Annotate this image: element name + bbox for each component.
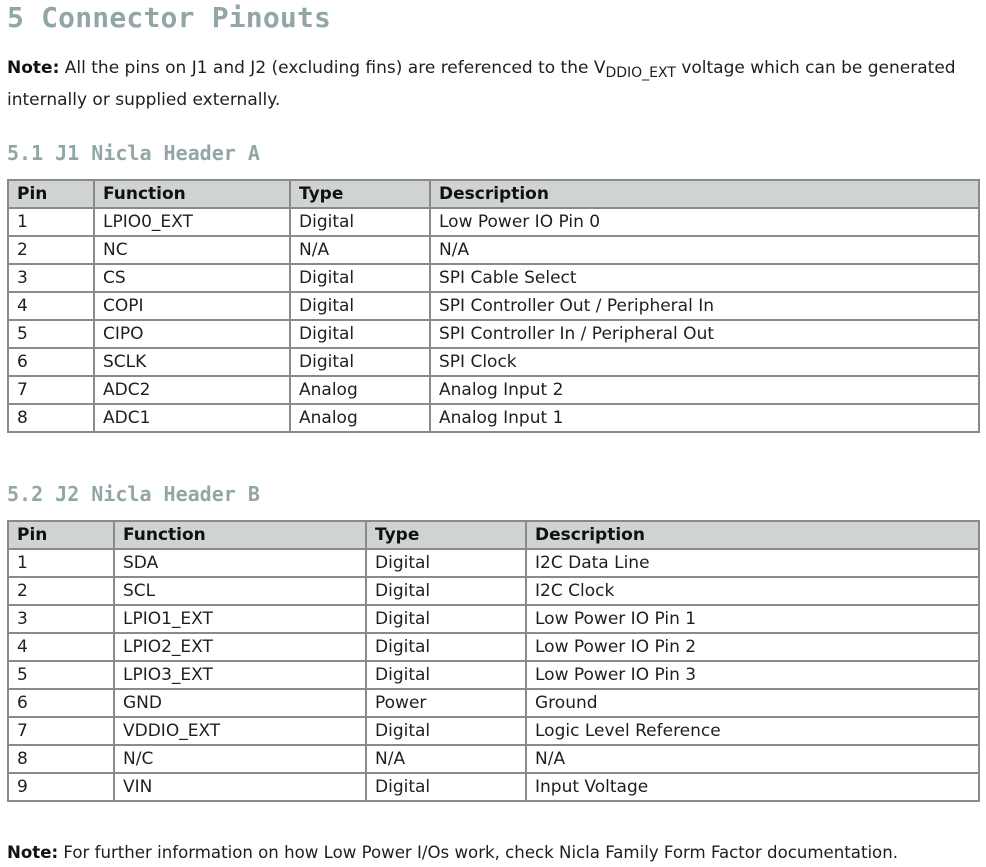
function-cell: NC: [94, 236, 290, 264]
note-top-subscript: DDIO_EXT: [605, 65, 676, 81]
type-cell: Digital: [366, 577, 526, 605]
pin-cell: 1: [8, 549, 114, 577]
table-row: [8, 320, 979, 348]
pin-cell: 3: [8, 605, 114, 633]
j1-header-description: Description: [430, 180, 979, 208]
pin-cell: 2: [8, 236, 94, 264]
type-cell: Analog: [290, 376, 430, 404]
pin-cell: 8: [8, 404, 94, 432]
pin-cell: 3: [8, 264, 94, 292]
type-cell: Digital: [290, 348, 430, 376]
description-cell: N/A: [526, 745, 979, 773]
table-row: [8, 745, 979, 773]
type-cell: Power: [366, 689, 526, 717]
table-row: [8, 773, 979, 801]
table-row: [8, 208, 979, 236]
function-cell: SCL: [114, 577, 366, 605]
note-bottom-text: For further information on how Low Power I/Os work, check Nicla Family Form Factor documentation.: [58, 843, 899, 862]
description-cell: Analog Input 2: [430, 376, 979, 404]
type-cell: Digital: [290, 320, 430, 348]
description-cell: Logic Level Reference: [526, 717, 979, 745]
table-row: [8, 717, 979, 745]
type-cell: N/A: [366, 745, 526, 773]
description-cell: SPI Controller Out / Peripheral In: [430, 292, 979, 320]
description-cell: SPI Cable Select: [430, 264, 979, 292]
description-cell: I2C Data Line: [526, 549, 979, 577]
function-cell: CS: [94, 264, 290, 292]
note-bottom: [7, 839, 982, 867]
j2-header-pin: Pin: [8, 521, 114, 549]
j2-header-row: [8, 521, 979, 549]
table-row: [8, 404, 979, 432]
function-cell: LPIO0_EXT: [94, 208, 290, 236]
pin-cell: 2: [8, 577, 114, 605]
j2-section-title: 5.2 J2 Nicla Header B: [7, 482, 260, 506]
table-row: [8, 376, 979, 404]
table-row: [8, 577, 979, 605]
description-cell: Low Power IO Pin 2: [526, 633, 979, 661]
j1-section-title: 5.1 J1 Nicla Header A: [7, 141, 260, 165]
pin-cell: 4: [8, 633, 114, 661]
pin-cell: 6: [8, 689, 114, 717]
pin-cell: 6: [8, 348, 94, 376]
type-cell: Digital: [366, 633, 526, 661]
pin-cell: 8: [8, 745, 114, 773]
description-cell: Input Voltage: [526, 773, 979, 801]
table-row: [8, 348, 979, 376]
table-row: [8, 661, 979, 689]
type-cell: Digital: [366, 605, 526, 633]
function-cell: SCLK: [94, 348, 290, 376]
type-cell: Digital: [366, 549, 526, 577]
table-row: [8, 633, 979, 661]
description-cell: Low Power IO Pin 3: [526, 661, 979, 689]
description-cell: I2C Clock: [526, 577, 979, 605]
function-cell: LPIO2_EXT: [114, 633, 366, 661]
function-cell: SDA: [114, 549, 366, 577]
note-top-label: Note:: [7, 58, 60, 78]
function-cell: VIN: [114, 773, 366, 801]
type-cell: Digital: [366, 717, 526, 745]
j1-pinout-table: [7, 179, 980, 433]
note-top-text-before: All the pins on J1 and J2 (excluding fins) are referenced to the V: [59, 58, 606, 78]
type-cell: N/A: [290, 236, 430, 264]
j2-header-description: Description: [526, 521, 979, 549]
j2-header-type: Type: [366, 521, 526, 549]
function-cell: N/C: [114, 745, 366, 773]
j1-header-type: Type: [290, 180, 430, 208]
description-cell: SPI Controller In / Peripheral Out: [430, 320, 979, 348]
function-cell: LPIO3_EXT: [114, 661, 366, 689]
table-row: [8, 292, 979, 320]
function-cell: VDDIO_EXT: [114, 717, 366, 745]
j2-pinout-table: [7, 520, 980, 802]
description-cell: N/A: [430, 236, 979, 264]
description-cell: SPI Clock: [430, 348, 979, 376]
table-row: [8, 264, 979, 292]
j2-header-function: Function: [114, 521, 366, 549]
type-cell: Analog: [290, 404, 430, 432]
note-bottom-label: Note:: [7, 843, 59, 862]
j1-header-function: Function: [94, 180, 290, 208]
type-cell: Digital: [290, 264, 430, 292]
j1-header-row: [8, 180, 979, 208]
pin-cell: 4: [8, 292, 94, 320]
pin-cell: 7: [8, 376, 94, 404]
pin-cell: 1: [8, 208, 94, 236]
table-row: [8, 236, 979, 264]
function-cell: LPIO1_EXT: [114, 605, 366, 633]
pin-cell: 7: [8, 717, 114, 745]
table-row: [8, 549, 979, 577]
description-cell: Ground: [526, 689, 979, 717]
type-cell: Digital: [366, 773, 526, 801]
function-cell: ADC1: [94, 404, 290, 432]
type-cell: Digital: [290, 208, 430, 236]
section-title: 5 Connector Pinouts: [7, 1, 332, 34]
description-cell: Analog Input 1: [430, 404, 979, 432]
type-cell: Digital: [290, 292, 430, 320]
j1-header-pin: Pin: [8, 180, 94, 208]
note-top: [7, 53, 967, 116]
type-cell: Digital: [366, 661, 526, 689]
pin-cell: 5: [8, 320, 94, 348]
description-cell: Low Power IO Pin 0: [430, 208, 979, 236]
function-cell: COPI: [94, 292, 290, 320]
function-cell: GND: [114, 689, 366, 717]
table-row: [8, 689, 979, 717]
description-cell: Low Power IO Pin 1: [526, 605, 979, 633]
pin-cell: 5: [8, 661, 114, 689]
note-top-text-after: voltage which can be generated internally or supplied externally.: [7, 58, 956, 110]
function-cell: ADC2: [94, 376, 290, 404]
table-row: [8, 605, 979, 633]
pin-cell: 9: [8, 773, 114, 801]
function-cell: CIPO: [94, 320, 290, 348]
